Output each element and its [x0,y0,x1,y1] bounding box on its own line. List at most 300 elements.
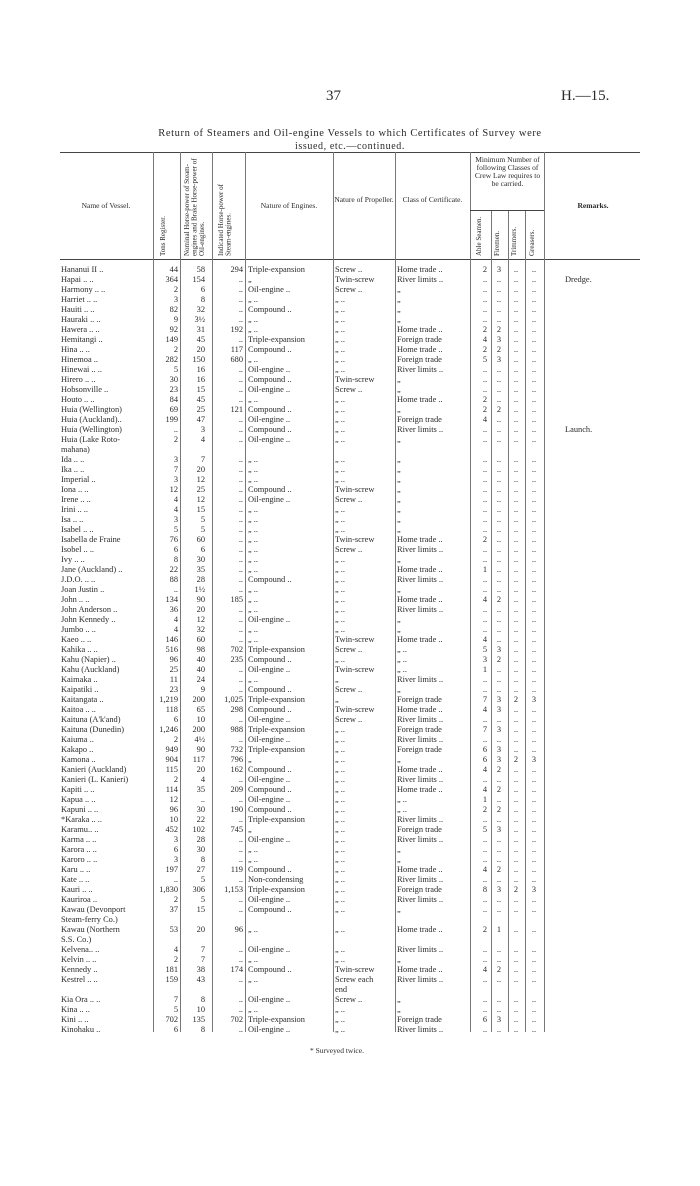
engine-nature: Triple-expansion [248,645,305,654]
propeller-nature: Screw .. [335,495,363,504]
trimmers: .. [513,565,519,574]
table-row [0,965,700,975]
certificate-class: „ [397,1005,401,1014]
able-seamen: .. [482,315,488,324]
able-seamen: .. [482,1005,488,1014]
certificate-class: „ [397,375,401,384]
header-top-rule [60,152,640,153]
tons-register: 12 [169,485,178,494]
indicated-hp: .. [238,295,243,304]
nominal-hp: 117 [192,755,205,764]
header-firemen: Firemen. [493,230,501,256]
table-row [0,995,700,1005]
indicated-hp: .. [238,285,243,294]
tons-register: 114 [165,785,178,794]
firemen: .. [496,875,502,884]
table-row [0,875,700,885]
table-row [0,465,700,475]
vessel-name: Kate .. .. [61,875,90,884]
table-row [0,645,700,655]
propeller-nature: „ [335,675,339,684]
able-seamen: .. [482,305,488,314]
greasers: .. [531,385,537,394]
firemen: 2 [496,765,502,774]
tons-register: 4 [173,945,178,954]
propeller-nature: „ .. [335,795,345,804]
greasers: .. [531,375,537,384]
engine-nature: Oil-engine .. [248,615,291,624]
engine-nature: „ .. [248,955,258,964]
greasers: .. [531,865,537,874]
indicated-hp: .. [238,425,243,434]
firemen: .. [496,275,502,284]
trimmers: .. [513,375,519,384]
vessel-name: Iona .. .. [61,485,89,494]
able-seamen: 7 [482,695,488,704]
certificate-class: „ [397,515,401,524]
firemen: .. [496,485,502,494]
tons-register: 3 [173,295,178,304]
trimmers: .. [513,835,519,844]
greasers: .. [531,805,537,814]
propeller-nature: Screw .. [335,385,363,394]
propeller-nature: „ .. [335,405,345,414]
propeller-nature: „ .. [335,845,345,854]
trimmers: .. [513,405,519,414]
table-row [0,705,700,715]
firemen: .. [496,835,502,844]
firemen: .. [496,605,502,614]
table-row [0,725,700,735]
nominal-hp: 8 [200,995,205,1004]
tons-register: 69 [169,405,178,414]
propeller-nature: end [335,985,348,994]
table-row [0,345,700,355]
tons-register: 23 [169,685,178,694]
vessel-name: Isabella de Fraine [61,535,121,544]
nominal-hp: 30 [196,845,205,854]
firemen: .. [496,385,502,394]
propeller-nature: „ .. [335,585,345,594]
greasers: .. [531,365,537,374]
table-row [0,265,700,275]
certificate-class: „ [397,585,401,594]
trimmers: .. [513,535,519,544]
engine-nature: Oil-engine .. [248,365,291,374]
engine-nature: Compound .. [248,865,292,874]
nominal-hp: 90 [196,595,205,604]
vessel-name: Ida .. .. [61,455,85,464]
able-seamen: .. [482,625,488,634]
propeller-nature: Screw each [335,975,374,984]
tons-register: 364 [165,275,178,284]
tons-register: 2 [173,775,178,784]
able-seamen: .. [482,555,488,564]
indicated-hp: .. [238,675,243,684]
able-seamen: 4 [482,765,488,774]
vessel-name: Kaipatiki .. [61,685,99,694]
certificate-class: Home trade .. [397,595,443,604]
firemen: 3 [496,355,502,364]
vessel-name: Kennedy .. [61,965,98,974]
engine-nature: Oil-engine .. [248,495,291,504]
indicated-hp: .. [238,395,243,404]
trimmers: .. [513,285,519,294]
nominal-hp: 38 [196,965,205,974]
able-seamen: 6 [482,745,488,754]
indicated-hp: 298 [230,705,243,714]
engine-nature: „ .. [248,635,258,644]
table-row [0,885,700,895]
nominal-hp: 45 [196,395,205,404]
firemen: .. [496,735,502,744]
greasers: .. [531,775,537,784]
able-seamen: 4 [482,415,488,424]
table-row [0,485,700,495]
propeller-nature: „ .. [335,1015,345,1024]
greasers: .. [531,635,537,644]
firemen: .. [496,795,502,804]
table-row [0,675,700,685]
vessel-name: Kahika .. .. [61,645,98,654]
vessel-name: Kaeo .. .. [61,635,92,644]
able-seamen: 4 [482,335,488,344]
tons-register: 146 [165,635,178,644]
engine-nature: „ [248,825,252,834]
vessel-name: Kaituna (A'k'and) [61,715,121,724]
certificate-class: Home trade .. [397,925,443,934]
vessel-name: Karma .. .. [61,835,97,844]
propeller-nature: „ .. [335,345,345,354]
able-seamen: 2 [482,925,488,934]
tons-register: 84 [169,395,178,404]
greasers: .. [531,735,537,744]
certificate-class: Home trade .. [397,395,443,404]
trimmers: 2 [513,755,519,764]
trimmers: .. [513,435,519,444]
firemen: .. [496,855,502,864]
trimmers: .. [513,625,519,634]
greasers: .. [531,1025,537,1034]
tons-register: 1,246 [159,725,178,734]
nominal-hp: 5 [200,525,205,534]
greasers: .. [531,395,537,404]
firemen: 3 [496,645,502,654]
propeller-nature: „ .. [335,945,345,954]
indicated-hp: .. [238,505,243,514]
trimmers: .. [513,965,519,974]
trimmers: .. [513,315,519,324]
propeller-nature: „ .. [335,595,345,604]
engine-nature: „ .. [248,545,258,554]
trimmers: .. [513,275,519,284]
engine-nature: „ .. [248,525,258,534]
tons-register: 2 [173,285,178,294]
certificate-class: „ [397,845,401,854]
certificate-class: „ [397,955,401,964]
indicated-hp: .. [238,995,243,1004]
table-row [0,555,700,565]
nominal-hp: 32 [196,305,205,314]
trimmers: .. [513,655,519,664]
page-number: 37 [326,88,341,104]
engine-nature: „ .. [248,315,258,324]
greasers: .. [531,335,537,344]
propeller-nature: „ .. [335,465,345,474]
propeller-nature: „ .. [335,875,345,884]
firemen: .. [496,415,502,424]
engine-nature: „ .. [248,355,258,364]
vessel-name: Karoro .. .. [61,855,98,864]
engine-nature: „ .. [248,325,258,334]
engine-nature: Oil-engine .. [248,385,291,394]
vessel-name: Kapuni .. .. [61,805,99,814]
trimmers: .. [513,265,519,274]
trimmers: .. [513,605,519,614]
tons-register: 2 [173,955,178,964]
propeller-nature: „ .. [335,1025,345,1034]
certificate-class: „ [397,385,401,394]
propeller-nature: „ .. [335,325,345,334]
greasers: .. [531,875,537,884]
able-seamen: .. [482,295,488,304]
engine-nature: Compound .. [248,575,292,584]
indicated-hp: 988 [230,725,243,734]
indicated-hp: .. [238,895,243,904]
able-seamen: .. [482,465,488,474]
able-seamen: .. [482,875,488,884]
able-seamen: .. [482,715,488,724]
table-row [0,945,700,955]
trimmers: 2 [513,695,519,704]
engine-nature: Compound .. [248,345,292,354]
tons-register: 516 [165,645,178,654]
engine-nature: „ .. [248,295,258,304]
engine-nature: Compound .. [248,785,292,794]
greasers: .. [531,275,537,284]
able-seamen: 2 [482,325,488,334]
table-row [0,315,700,325]
indicated-hp: .. [238,945,243,954]
indicated-hp: .. [238,1005,243,1014]
table-row [0,275,700,285]
tons-register: 134 [165,595,178,604]
propeller-nature: „ .. [335,525,345,534]
vessel-name: Kakapo .. [61,745,94,754]
greasers: 3 [531,885,537,894]
nominal-hp: 200 [192,725,205,734]
tons-register: 2 [173,895,178,904]
header-tons: Tons Register. [159,216,167,256]
table-row [0,545,700,555]
certificate-class: River limits .. [397,735,444,744]
tons-register: 23 [169,385,178,394]
greasers: .. [531,475,537,484]
table-row [0,375,700,385]
propeller-nature: „ .. [335,865,345,874]
table-row [0,385,700,395]
nominal-hp: 6 [200,285,205,294]
propeller-nature: „ .. [335,305,345,314]
firemen: .. [496,895,502,904]
firemen: .. [496,565,502,574]
propeller-nature: „ .. [335,435,345,444]
trimmers: .. [513,555,519,564]
vessel-name: Kawau (Devonport [61,905,126,914]
certificate-class: „ [397,465,401,474]
engine-nature: Compound .. [248,765,292,774]
propeller-nature: „ .. [335,575,345,584]
greasers: .. [531,285,537,294]
nominal-hp: 24 [196,675,205,684]
nominal-hp: 8 [200,295,205,304]
certificate-class: „ [397,475,401,484]
indicated-hp: .. [238,565,243,574]
table-row [0,665,700,675]
propeller-nature: „ .. [335,855,345,864]
firemen: .. [496,945,502,954]
able-seamen: .. [482,425,488,434]
nominal-hp: 60 [196,535,205,544]
engine-nature: „ .. [248,585,258,594]
table-row [0,745,700,755]
firemen: .. [496,475,502,484]
vessel-name: Jumbo .. .. [61,625,96,634]
propeller-nature: „ .. [335,925,345,934]
nominal-hp: 8 [200,855,205,864]
greasers: .. [531,965,537,974]
engine-nature: Compound .. [248,375,292,384]
nominal-hp: 22 [196,815,205,824]
engine-nature: „ [248,755,252,764]
firemen: .. [496,425,502,434]
table-row [0,1005,700,1015]
firemen: 2 [496,785,502,794]
greasers: .. [531,825,537,834]
engine-nature: Oil-engine .. [248,665,291,674]
table-row [0,415,700,425]
nominal-hp: 15 [196,905,205,914]
certificate-class: River limits .. [397,575,444,584]
firemen: .. [496,315,502,324]
vessel-name: Houto .. .. [61,395,95,404]
nominal-hp: 4½ [194,735,205,744]
propeller-nature: „ .. [335,605,345,614]
certificate-class: Foreign trade [397,885,442,894]
trimmers: .. [513,995,519,1004]
nominal-hp: 102 [192,825,205,834]
tons-register: 4 [173,625,178,634]
greasers: .. [531,425,537,434]
trimmers: .. [513,485,519,494]
vessel-name: Hawera .. .. [61,325,100,334]
engine-nature: Compound .. [248,305,292,314]
able-seamen: .. [482,475,488,484]
header-propeller: Nature of Propeller. [334,195,394,204]
firemen: .. [496,555,502,564]
table-row [0,775,700,785]
engine-nature: Oil-engine .. [248,715,291,724]
propeller-nature: „ .. [335,775,345,784]
engine-nature: „ .. [248,555,258,564]
engine-nature: „ .. [248,465,258,474]
greasers: .. [531,815,537,824]
vessel-name: Karu .. .. [61,865,91,874]
engine-nature: Non-condensing [248,875,304,884]
table-row [0,825,700,835]
greasers: .. [531,655,537,664]
table-row [0,765,700,775]
firemen: .. [496,435,502,444]
able-seamen: .. [482,975,488,984]
propeller-nature: „ .. [335,735,345,744]
engine-nature: Triple-expansion [248,745,305,754]
vessel-name: Huia (Lake Roto- [61,435,121,444]
table-row [0,335,700,345]
certificate-class: „ [397,505,401,514]
greasers: .. [531,405,537,414]
able-seamen: 4 [482,705,488,714]
propeller-nature: Screw .. [335,645,363,654]
nominal-hp: 10 [196,1005,205,1014]
indicated-hp: 294 [230,265,243,274]
header-nominal-hp: Nominal Horse-power of Steam-engines and Brake Horse-power of Oil-engines. [183,158,206,256]
vessel-name: Kapua .. .. [61,795,96,804]
certificate-class: Foreign trade [397,415,442,424]
greasers: .. [531,435,537,444]
firemen: .. [496,715,502,724]
trimmers: .. [513,575,519,584]
vessel-name: *Karaka .. .. [61,815,102,824]
certificate-class: River limits .. [397,895,444,904]
engine-nature: Oil-engine .. [248,795,291,804]
greasers: .. [531,305,537,314]
able-seamen: 5 [482,645,488,654]
trimmers: .. [513,685,519,694]
nominal-hp: 31 [196,325,205,334]
able-seamen: .. [482,995,488,1004]
table-row [0,585,700,595]
engine-nature: Triple-expansion [248,725,305,734]
trimmers: .. [513,1015,519,1024]
indicated-hp: .. [238,495,243,504]
trimmers: .. [513,595,519,604]
certificate-class: „ [397,305,401,314]
propeller-nature: Screw .. [335,545,363,554]
engine-nature: Triple-expansion [248,815,305,824]
vessel-name: Kaitoa .. .. [61,705,96,714]
greasers: .. [531,575,537,584]
nominal-hp: 20 [196,765,205,774]
table-row [0,405,700,415]
propeller-nature: „ .. [335,625,345,634]
engine-nature: „ .. [248,975,258,984]
vessel-name: Kina .. .. [61,1005,90,1014]
nominal-hp: .. [200,795,205,804]
propeller-nature: „ .. [335,765,345,774]
table-row [0,295,700,305]
tons-register: 30 [169,375,178,384]
tons-register: 6 [173,545,178,554]
firemen: .. [496,625,502,634]
trimmers: .. [513,665,519,674]
certificate-class: River limits .. [397,545,444,554]
propeller-nature: „ .. [335,825,345,834]
firemen: 2 [496,405,502,414]
engine-nature: „ .. [248,505,258,514]
tons-register: 3 [173,855,178,864]
certificate-class: River limits .. [397,675,444,684]
